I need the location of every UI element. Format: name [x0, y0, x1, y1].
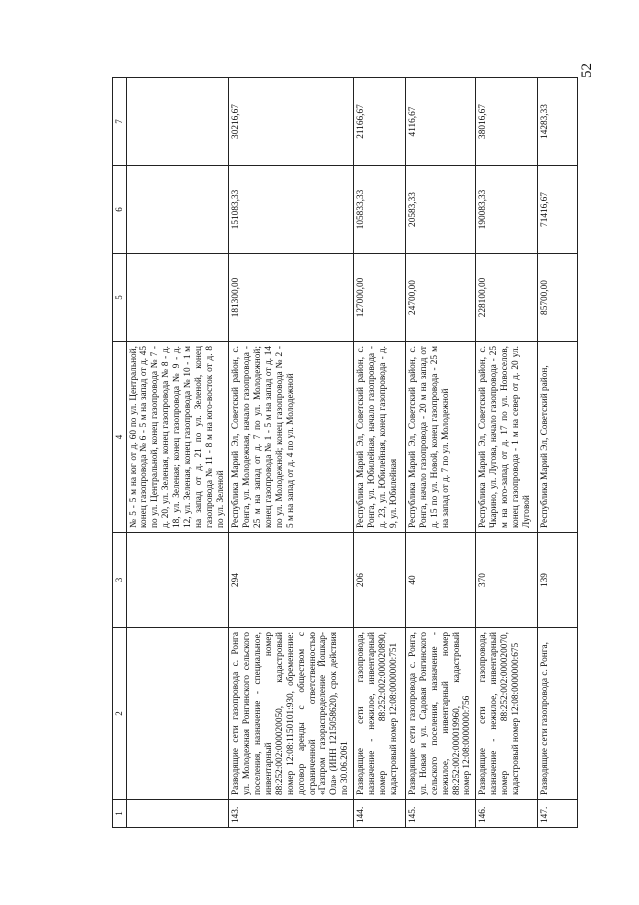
column-header: 6 — [113, 166, 127, 254]
value-col6: 105833,33 — [354, 166, 406, 254]
value-col6: 71416,67 — [538, 166, 578, 254]
object-length: 139 — [538, 533, 578, 628]
table-row — [538, 78, 578, 828]
object-name: Разводящие сети газопровода, назначение - нежилое, инвентарный номер 88:252:002:000020890, кадастровый номер 12:08:0000000:751 — [354, 628, 406, 800]
value-col5 — [126, 254, 229, 342]
row-number: 144. — [354, 800, 406, 828]
object-length — [126, 533, 229, 628]
object-name: Разводящие сети газопровода с. Ронга, ул. Новая и ул. Садовая Ронгинского сельского поселения, назначение - нежилое, инвентарный номер 88:252:002:000019960, кадастровый номер 12:08:0000000:756 — [406, 628, 476, 800]
table-row — [354, 78, 406, 828]
value-col7: 4116,67 — [406, 78, 476, 166]
value-col5: 127000,00 — [354, 254, 406, 342]
object-length: 40 — [406, 533, 476, 628]
object-length: 370 — [476, 533, 538, 628]
row-number: 145. — [406, 800, 476, 828]
table-row — [476, 78, 538, 828]
value-col6 — [126, 166, 229, 254]
row-number: 146. — [476, 800, 538, 828]
value-col6: 20583,33 — [406, 166, 476, 254]
table-row — [126, 78, 229, 828]
value-col5: 24700,00 — [406, 254, 476, 342]
column-header: 2 — [113, 628, 127, 800]
value-col7: 38016,67 — [476, 78, 538, 166]
value-col6: 190083,33 — [476, 166, 538, 254]
object-name: Разводящие сети газопровода с. Ронга, — [538, 628, 578, 800]
object-name: Разводящие сети газопровода, назначение - нежилое, инвентарный номер 88:252:002:000020070, кадастровый номер 12:08:0000000:675 — [476, 628, 538, 800]
value-col7: 30216,67 — [229, 78, 354, 166]
table-row — [406, 78, 476, 828]
object-location: Республика Марий Эл, Советский район, с. Ронга, ул. Юбилейная, начало газопровода - д. 23, ул. Юбилейная, конец газопровода - д. 9, ул. Юбилейная — [354, 342, 406, 533]
column-header: 5 — [113, 254, 127, 342]
object-name: Разводящие сети газопровода с. Ронга ул. Молодежная Ронгинского сельского поселения, назначение - специальное, инвентарный номер 88:252:002:000020050, кадастровый номер 12:08:1150101:930, обременение: договор аренды с обществом с ограниченной ответственностью «Газпром газораспределение Йошкар-Ола» (ИНН 1215058620), срок действия по 30.06.2061 — [229, 628, 354, 800]
page-number: 52 — [579, 63, 595, 78]
column-header: 1 — [113, 800, 127, 828]
value-col7 — [126, 78, 229, 166]
value-col5: 85700,00 — [538, 254, 578, 342]
value-col5: 181300,00 — [229, 254, 354, 342]
rotated-table-wrapper — [112, 78, 627, 828]
table-row — [229, 78, 354, 828]
value-col7: 14283,33 — [538, 78, 578, 166]
column-header: 4 — [113, 342, 127, 533]
value-col5: 228100,00 — [476, 254, 538, 342]
object-name — [126, 628, 229, 800]
column-header: 3 — [113, 533, 127, 628]
row-number: 143. — [229, 800, 354, 828]
object-location: Республика Марий Эл, Советский район, с. Ронга, начало газопровода - 20 м на запад от д. 15 по ул. Новой, конец газопровода - 25 м на запад от д. 7 по ул. Молодежной — [406, 342, 476, 533]
value-col6: 151083,33 — [229, 166, 354, 254]
object-location: Республика Марий Эл, Советский район, с. Ронга, ул. Молодежная, начало газопровода - 25 м на запад от д. 7 по ул. Молодежной; конец газопровода № 1 - 5 м на запад от д. 14 по ул. Молодежной; конец газопровода № 2 - 5 м на запад от д. 4 по ул. Молодежной — [229, 342, 354, 533]
row-number: 147. — [538, 800, 578, 828]
property-register-table — [112, 77, 578, 828]
row-number — [126, 800, 229, 828]
value-col7: 21166,67 — [354, 78, 406, 166]
object-location: Республика Марий Эл, Советский район, с. Чкарино, ул. Лугова, начало газопровода - 25 м на юго-запад от д. 17 по ул. Новоселов, конец газопровода - 1 м на север от д. 20 ул. Луговой — [476, 342, 538, 533]
object-location: № 5 - 5 м на юг от д. 60 по ул. Центральной, конец газопровода № 6 - 5 м на запад от д. 45 по ул. Центральной, конец газопровода № 7 - д. 20, ул. Зеленая, конец газопровода № 8 - д. 18, ул. Зеленая; конец газопровода № 9 - д. 12, ул. Зеленая, конец газопровода № 10 - 1 м на запад от д. 21 по ул. Зеленой, конец газопровода № 11 - 8 м на юго-восток от д. 8 по ул. Зеленой — [126, 342, 229, 533]
column-number-row — [113, 78, 127, 828]
object-length: 294 — [229, 533, 354, 628]
object-length: 206 — [354, 533, 406, 628]
column-header: 7 — [113, 78, 127, 166]
object-location: Республика Марий Эл, Советский район, — [538, 342, 578, 533]
